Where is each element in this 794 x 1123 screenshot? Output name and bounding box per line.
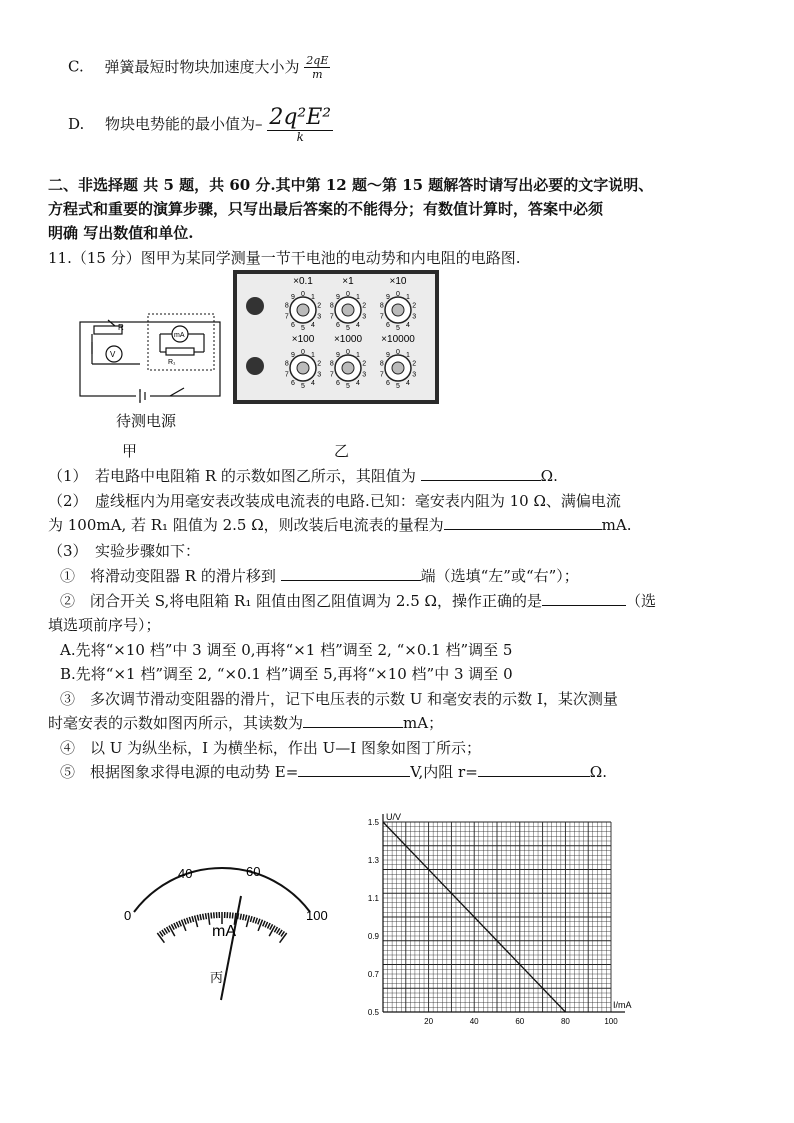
dial-hub-3 [297, 362, 309, 374]
figure-bing-label: 丙 [210, 970, 224, 985]
voltmeter-label: V [110, 350, 116, 359]
y-axis-label: U/V [386, 812, 402, 822]
step-1-text: ① 将滑动变阻器 R 的滑片移到 [60, 567, 281, 585]
dial-digit: 2 [412, 302, 417, 310]
dial-digit: 7 [284, 313, 289, 321]
dial-digit: 5 [396, 383, 400, 390]
meter-tick-mark [174, 923, 177, 928]
section-heading-line2: 方程式和重要的演算步骤，只写出最后答案的不能得分；有数值计算时，答案中必须 [48, 200, 604, 218]
figure-jia-label: 甲 [122, 442, 138, 460]
step-2-cont: 填选项前序号）； [48, 616, 161, 634]
dial-digit: 4 [311, 379, 315, 387]
part-1-unit: Ω. [540, 467, 558, 485]
dial-digit: 0 [396, 349, 400, 356]
y-tick-label: 0.5 [367, 1008, 379, 1017]
x-tick-label: 60 [515, 1017, 525, 1026]
step-5-unit: Ω. [589, 763, 608, 781]
dial-digit: 0 [346, 291, 350, 298]
step-2-hint: （选 [625, 592, 656, 610]
dial-digit: 0 [396, 291, 400, 298]
dial-digit: 7 [329, 371, 334, 379]
step-1-hint: 端（选填“左”或“右”）； [420, 567, 579, 585]
question-11-title: 11.（15 分）图甲为某同学测量一节干电池的电动势和内电阻的电路图. [48, 249, 521, 267]
dial-digit: 9 [336, 294, 340, 302]
meter-tick-100: 100 [306, 908, 328, 923]
emf-answer-blank[interactable] [298, 762, 410, 777]
option-c-fraction [304, 54, 330, 81]
meter-tick-mark [171, 924, 174, 929]
terminal-top[interactable] [246, 297, 264, 315]
dial-multiplier-0: ×0.1 [293, 276, 313, 287]
meter-tick-mark [187, 918, 189, 924]
step-1 [60, 565, 579, 586]
dial-digit: 5 [396, 325, 400, 332]
option-d-text: 物块电势能的最小值为– [105, 115, 263, 133]
meter-tick-mark [211, 913, 212, 919]
dial-multiplier-4: ×1000 [333, 334, 363, 345]
step-1-answer-blank[interactable] [281, 566, 421, 581]
meter-tick-mark [197, 915, 198, 921]
y-tick-label: 1.5 [367, 818, 379, 827]
dial-digit: 0 [346, 349, 350, 356]
dial-digit: 9 [291, 352, 295, 360]
dial-digit: 8 [329, 302, 334, 310]
step-5-r-text: V,内阻 r= [410, 763, 478, 781]
dial-digit: 4 [356, 379, 360, 387]
figure-yi-label: 乙 [334, 442, 350, 460]
x-tick-label: 40 [469, 1017, 479, 1026]
dial-digit: 5 [346, 383, 350, 390]
dial-digit: 6 [291, 379, 295, 387]
meter-tick-mark [270, 924, 273, 929]
part-2-line1: （2） 虚线框内为用毫安表改装成电流表的电路.已知：毫安表内阻为 10 Ω、满偏电流 [48, 492, 621, 510]
dial-digit: 3 [412, 313, 417, 321]
dial-hub-5 [392, 362, 404, 374]
dial-multiplier-1: ×1 [342, 276, 354, 287]
dial-digit: 1 [356, 352, 360, 360]
circuit-diagram [70, 312, 230, 412]
dial-digit: 9 [291, 294, 295, 302]
option-c [68, 54, 330, 81]
dial-digit: 2 [412, 360, 417, 368]
option-c-text: 弹簧最短时物块加速度大小为 [104, 57, 300, 76]
dial-digit: 7 [284, 371, 289, 379]
y-tick-label: 0.9 [367, 932, 379, 941]
section-heading-line1: 二、非选择题 共 5 题，共 60 分.其中第 12 题～第 15 题解答时请写出必要的文字说明、 [48, 176, 654, 194]
resistance-answer-blank[interactable] [478, 762, 590, 777]
meter-tick-mark [255, 918, 257, 924]
meter-tick-40: 40 [178, 866, 193, 881]
x-tick-label: 80 [560, 1017, 570, 1026]
step-3-text: 时毫安表的示数如图丙所示，其读数为 [48, 714, 304, 732]
dial-digit: 3 [412, 371, 417, 379]
step-3-unit: mA； [403, 714, 444, 732]
rheostat-label: R [118, 323, 124, 332]
dial-digit: 2 [362, 360, 367, 368]
meter-needle [221, 896, 241, 1000]
choice-b: B.先将“×1 档”调至 2, “×0.1 档”调至 5,再将“×10 档”中 3 调至 0 [60, 665, 513, 683]
dial-hub-1 [342, 304, 354, 316]
choice-a: A.先将“×10 档”中 3 调至 0,再将“×1 档”调至 2, “×0.1 档”调至 5 [60, 641, 513, 659]
dial-hub-0 [297, 304, 309, 316]
step-5 [60, 761, 607, 782]
dial-digit: 1 [311, 294, 315, 302]
dial-hub-2 [392, 304, 404, 316]
meter-tick-mark [230, 912, 231, 918]
dial-digit: 4 [406, 321, 410, 329]
meter-tick-mark [214, 912, 215, 918]
step-2-text: ② 闭合开关 S,将电阻箱 R₁ 阻值由图乙阻值调为 2.5 Ω，操作正确的是 [60, 592, 542, 610]
part-3-head: （3） 实验步骤如下： [48, 542, 201, 560]
dial-digit: 8 [329, 360, 334, 368]
meter-tick-60: 60 [246, 864, 261, 879]
option-d-numerator: 2q²E² [269, 105, 332, 130]
meter-tick-mark [250, 916, 252, 922]
resistance-box-dials [233, 270, 439, 404]
dial-hub-4 [342, 362, 354, 374]
dial-digit: 0 [301, 349, 305, 356]
part-2-text: 为 100mA, 若 R₁ 阻值为 2.5 Ω，则改装后电流表的量程为 [48, 516, 444, 534]
dial-digit: 8 [284, 360, 289, 368]
r1-label: R₁ [168, 359, 176, 366]
step-3-line2 [48, 712, 443, 733]
dial-multiplier-3: ×100 [291, 334, 315, 345]
step-3-answer-blank[interactable] [303, 713, 403, 728]
part-2-answer-blank[interactable] [444, 515, 602, 530]
meter-tick-mark [274, 927, 277, 932]
meter-unit: mA [212, 923, 236, 940]
dial-digit: 6 [386, 321, 390, 329]
dial-digit: 4 [406, 379, 410, 387]
step-3-line1: ③ 多次调节滑动变阻器的滑片，记下电压表的示数 U 和毫安表的示数 I，某次测量 [60, 690, 618, 708]
meter-tick-mark [268, 923, 271, 928]
meter-tick-mark [192, 916, 194, 922]
step-4: ④ 以 U 为纵坐标，I 为横坐标，作出 U—I 图象如图丁所示； [60, 739, 481, 757]
meter-tick-mark [265, 922, 268, 927]
meter-tick-mark [253, 917, 255, 923]
x-axis-label: I/mA [613, 1000, 632, 1010]
meter-tick-mark [184, 919, 186, 925]
option-d-letter: D. [68, 115, 85, 133]
option-d-fraction [267, 106, 333, 144]
meter-tick-mark [243, 914, 244, 920]
option-c-letter: C. [68, 57, 84, 76]
meter-tick-mark [200, 914, 201, 920]
part-2-unit: mA. [601, 516, 632, 534]
dial-digit: 4 [311, 321, 315, 329]
step-5-text: ⑤ 根据图象求得电源的电动势 E= [60, 763, 299, 781]
dial-digit: 2 [362, 302, 367, 310]
dial-digit: 8 [379, 360, 384, 368]
step-2 [60, 590, 656, 611]
meter-tick-mark [164, 928, 167, 933]
y-tick-label: 1.1 [367, 894, 379, 903]
y-tick-label: 1.3 [367, 856, 379, 865]
dial-digit: 9 [386, 294, 390, 302]
dial-digit: 5 [301, 383, 305, 390]
dial-digit: 6 [386, 379, 390, 387]
meter-tick-mark [179, 921, 181, 927]
meter-tick-mark [167, 927, 170, 932]
meter-tick-mark [245, 915, 246, 921]
meter-tick-mark [240, 914, 241, 920]
part-1 [48, 465, 558, 486]
dial-digit: 4 [356, 321, 360, 329]
part-1-answer-blank[interactable] [421, 466, 541, 481]
x-tick-label: 100 [604, 1017, 618, 1026]
meter-tick-mark [169, 926, 175, 937]
meter-tick-0: 0 [124, 908, 132, 923]
power-source-caption: 待测电源 [116, 412, 177, 430]
dial-digit: 6 [336, 379, 340, 387]
u-i-graph [350, 812, 640, 1032]
option-c-denominator: m [312, 68, 323, 81]
dial-digit: 7 [329, 313, 334, 321]
meter-tick-mark [162, 930, 165, 935]
meter-tick-mark [203, 914, 204, 920]
part-2-line2 [48, 514, 632, 535]
meter-tick-mark [277, 928, 280, 933]
milliammeter-label: mA [174, 332, 185, 339]
dial-multiplier-2: ×10 [389, 276, 407, 287]
meter-tick-mark [176, 922, 179, 927]
meter-tick-mark [269, 926, 275, 937]
dial-digit: 9 [386, 352, 390, 360]
dial-digit: 3 [317, 371, 322, 379]
meter-tick-mark [208, 913, 210, 925]
milliammeter-dial [120, 850, 328, 990]
section-heading-line3: 明确 写出数值和单位. [48, 224, 194, 242]
dial-digit: 1 [311, 352, 315, 360]
option-c-numerator: 2qE [306, 54, 329, 67]
dial-digit: 1 [406, 294, 410, 302]
meter-tick-mark [258, 919, 260, 925]
option-d-denominator: k [296, 130, 304, 144]
dial-digit: 2 [317, 360, 322, 368]
terminal-bottom[interactable] [246, 357, 264, 375]
dial-multiplier-5: ×10000 [381, 334, 415, 345]
dial-digit: 7 [379, 371, 384, 379]
dial-digit: 5 [301, 325, 305, 332]
dial-digit: 5 [346, 325, 350, 332]
dial-digit: 3 [317, 313, 322, 321]
dial-digit: 3 [362, 313, 367, 321]
dial-digit: 9 [336, 352, 340, 360]
step-2-answer-blank[interactable] [542, 591, 626, 606]
dial-digit: 8 [284, 302, 289, 310]
dial-digit: 1 [406, 352, 410, 360]
x-tick-label: 20 [424, 1017, 434, 1026]
dial-digit: 1 [356, 294, 360, 302]
dial-digit: 6 [336, 321, 340, 329]
option-d [68, 106, 333, 144]
meter-tick-mark [189, 917, 191, 923]
dial-digit: 6 [291, 321, 295, 329]
meter-tick-mark [263, 921, 265, 927]
meter-tick-mark [206, 913, 207, 919]
part-1-text: （1） 若电路中电阻箱 R 的示数如图乙所示，其阻值为 [48, 467, 421, 485]
dial-digit: 7 [379, 313, 384, 321]
meter-tick-mark [279, 930, 282, 935]
meter-tick-mark [232, 913, 233, 919]
dial-digit: 2 [317, 302, 322, 310]
dial-digit: 0 [301, 291, 305, 298]
resistor-r1 [166, 348, 194, 355]
dial-digit: 8 [379, 302, 384, 310]
dial-digit: 3 [362, 371, 367, 379]
y-tick-label: 0.7 [367, 970, 379, 979]
